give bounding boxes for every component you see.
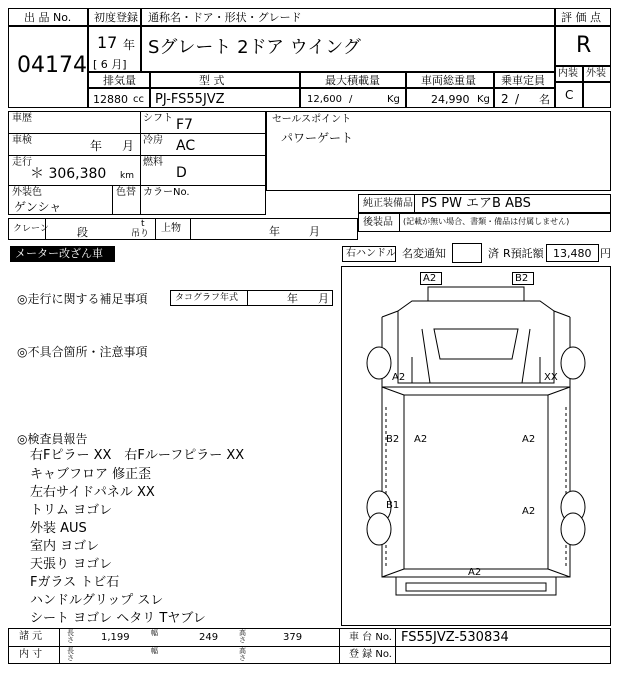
inspector-line: Fガラス トビ石: [30, 575, 120, 590]
tachograph-year: 年: [287, 292, 298, 305]
damage-mark: B2: [515, 273, 529, 284]
shift-value: F7: [176, 117, 193, 133]
crane-ton: t: [141, 219, 145, 229]
recycle-deposit-value: 13,480: [553, 247, 592, 260]
recycle-deposit-cell: [546, 244, 599, 262]
damage-mark: A2: [392, 372, 406, 383]
car-name-cell: [141, 26, 555, 72]
right-handle-cell: [342, 246, 396, 262]
tachograph-cell: [170, 290, 333, 306]
kg-label: Kg: [387, 94, 400, 105]
mileage-label: 走行: [12, 157, 32, 168]
color-no-label: 色替: [116, 187, 136, 198]
capacity-value: 2: [501, 92, 509, 106]
damage-mark: A2: [522, 434, 536, 445]
recycle-label: 済: [488, 247, 499, 260]
sales-point-label: セールスポイント: [272, 114, 352, 125]
height-label: 高さ: [239, 629, 246, 644]
aftermarket-label: 後装品: [363, 217, 393, 228]
inspector-line: ハンドルグリップ スレ: [30, 593, 164, 608]
capacity-unit: 名: [539, 93, 550, 106]
right-handle-label: 右ハンドル: [346, 248, 396, 259]
first-reg-cell: [88, 26, 141, 72]
equipment-cell: [358, 194, 611, 213]
shift-label: シフト: [143, 113, 173, 124]
ac-value: AC: [176, 138, 196, 154]
upper-year: 年: [269, 225, 280, 238]
fuel-label: 燃料: [143, 157, 163, 168]
damage-mark: XX: [544, 372, 558, 383]
meter-tampered-text: メーター改ざん車: [15, 247, 103, 260]
chassis-value: FS55JVZ-530834: [401, 630, 509, 645]
capacity-label-cell: [494, 72, 555, 88]
inner-height-label: 高さ: [239, 647, 246, 662]
equipment-label: 純正装備品: [363, 198, 413, 209]
dims-label: 諸 元: [19, 631, 43, 642]
length-label: 長さ: [67, 629, 74, 644]
max-load-value: 12,600: [307, 94, 342, 105]
inspector-line: 室内 ヨゴレ: [30, 539, 100, 554]
chassis-label: 車 台 No.: [349, 632, 392, 643]
length-value: 1,199: [101, 632, 130, 643]
tachograph-month: 月: [318, 292, 329, 305]
upper-label: 上物: [161, 223, 181, 234]
damage-mark: B2: [386, 434, 400, 445]
capacity-label: 乗車定員: [501, 74, 545, 87]
exterior-grade-cell: [583, 82, 611, 108]
capacity-slash: /: [515, 92, 520, 106]
interior-grade: C: [565, 88, 574, 102]
first-reg-year: 17: [97, 33, 118, 52]
first-reg-label-cell: [88, 8, 141, 26]
mileage-value: ＊ 306,380: [30, 166, 107, 182]
inspector-line: 外装 AUS: [30, 521, 87, 536]
inspector-line: 左右サイドパネル XX: [30, 485, 155, 500]
car-name-label-cell: [141, 8, 555, 26]
yen-label: 円: [600, 247, 611, 260]
car-name-label: 通称名・ドア・形状・グレード: [148, 11, 302, 24]
damage-mark: B1: [386, 500, 400, 511]
displacement-value: 12880: [93, 93, 128, 106]
meter-tampered-badge: [10, 246, 115, 262]
fuel-value: D: [176, 165, 187, 181]
inner-width-label: 幅: [151, 647, 158, 655]
car-name: Sグレート 2ドア ウイング: [148, 37, 361, 58]
gross-weight-value: 24,990: [431, 93, 470, 106]
model-label-cell: [150, 72, 300, 88]
lot-no-label-cell: [8, 8, 88, 26]
damage-mark-box: [512, 272, 534, 285]
inspector-line: トリム ヨゴレ: [30, 503, 113, 518]
height-value: 379: [283, 632, 303, 643]
displacement-label: 排気量: [103, 74, 136, 87]
inspection-label: 車検: [12, 135, 32, 146]
max-load-slash: /: [349, 94, 353, 105]
gross-weight-unit: Kg: [477, 94, 490, 105]
exterior-label-cell: [583, 66, 611, 82]
interior-label: 内装: [558, 68, 578, 79]
max-load-cell: [300, 88, 406, 108]
name-change-box: [452, 243, 482, 263]
displacement-cell: [88, 88, 150, 108]
eval-score-cell: [555, 26, 611, 66]
aftermarket-cell: [358, 213, 611, 232]
color-value: ゲンシャ: [14, 200, 62, 214]
eval-label: 評 価 点: [561, 11, 601, 24]
displacement-unit: cc: [133, 94, 144, 105]
displacement-label-cell: [88, 72, 150, 88]
crane-stage: 段: [77, 226, 88, 239]
sales-point-value: パワーゲート: [281, 131, 354, 145]
lot-no-label: 出 品 No.: [24, 11, 72, 24]
color-label: 外装色: [12, 187, 42, 198]
capacity-cell: [494, 88, 555, 108]
gross-weight-label: 車両総重量: [421, 74, 476, 87]
model-code-cell: [150, 88, 300, 108]
inspection-month: 月: [122, 139, 135, 153]
footer-table: [8, 628, 611, 664]
damage-mark: A2: [414, 434, 428, 445]
truck-diagram: [341, 266, 611, 626]
tachograph-label: タコグラフ年式: [175, 293, 239, 303]
first-reg-label: 初度登録: [94, 11, 138, 24]
eval-label-cell: [555, 8, 611, 26]
exterior-label: 外装: [586, 68, 606, 79]
lot-number: 04174: [17, 53, 87, 78]
defect-notes-label: ◎不具合箇所・注意事項: [17, 345, 148, 359]
damage-mark: A2: [423, 273, 437, 284]
name-change-label: 名変通知: [402, 247, 446, 260]
inspector-line: シート ヨゴレ ヘタリ Tヤブレ: [30, 611, 206, 626]
inspector-line: キャブフロア 修正歪: [30, 467, 152, 482]
first-reg-month: [ 6 月]: [93, 58, 127, 71]
eval-score: R: [576, 33, 592, 58]
width-label: 幅: [151, 629, 158, 637]
model-label: 型 式: [199, 74, 225, 87]
max-load-label: 最大積載量: [325, 74, 380, 87]
lot-no-cell: [8, 26, 88, 108]
gross-weight-cell: [406, 88, 494, 108]
inspection-year: 年: [90, 139, 103, 153]
year-unit: 年: [123, 38, 136, 52]
max-load-label-cell: [300, 72, 406, 88]
color-code-label: カラーNo.: [143, 187, 190, 198]
aftermarket-note: (記載が無い場合、書類・備品は付属しません): [403, 217, 570, 226]
crane-row: [8, 218, 358, 240]
damage-mark: A2: [468, 567, 482, 578]
inner-length-label: 長さ: [67, 647, 74, 662]
recycle-deposit-label: R預託額: [503, 247, 544, 260]
ac-label: 冷房: [143, 135, 163, 146]
interior-grade-cell: [555, 82, 583, 108]
model-code: PJ-FS55JVZ: [155, 92, 225, 107]
registration-label: 登 録 No.: [349, 649, 392, 660]
interior-label-cell: [555, 66, 583, 82]
crane-lift: 吊り: [131, 229, 150, 239]
damage-mark: A2: [522, 506, 536, 517]
damage-mark-box: [420, 272, 442, 285]
upper-month: 月: [309, 225, 320, 238]
inspector-line: 右Fピラー XX 右Fルーフピラー XX: [30, 448, 245, 463]
inner-dims-label: 内 寸: [19, 649, 43, 660]
inspector-report-label: ◎検査員報告: [17, 432, 88, 446]
history-label: 車歴: [12, 113, 32, 124]
travel-notes-label: ◎走行に関する補足事項: [17, 292, 148, 306]
gross-weight-label-cell: [406, 72, 494, 88]
crane-label: クレーン: [13, 224, 49, 234]
inspector-line: 天張り ヨゴレ: [30, 557, 113, 572]
mileage-unit: km: [120, 171, 134, 181]
sales-point-cell: [266, 111, 611, 191]
equipment-value: PS PW エアB ABS: [421, 196, 531, 211]
width-value: 249: [199, 632, 219, 643]
